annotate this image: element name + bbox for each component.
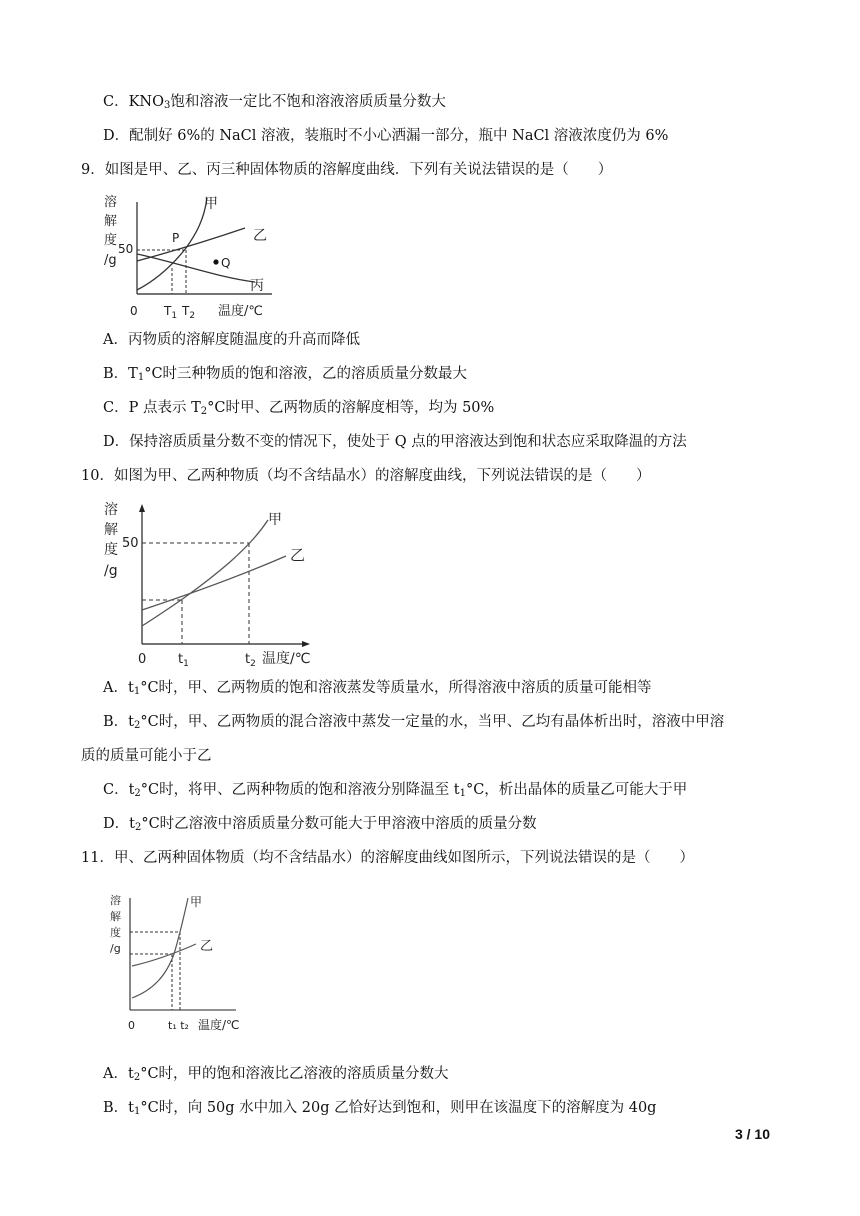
q9-y-tick-50: 50 bbox=[118, 242, 134, 256]
q11-x-ticks: t₁ t₂ bbox=[168, 1019, 189, 1032]
q9-label-yi: 乙 bbox=[253, 228, 267, 244]
q9-label-p: P bbox=[172, 231, 180, 245]
q9-option-b: B．$T_1^\circ C$时三种物质的饱和溶液，乙的溶质质量分数最大 bbox=[103, 366, 468, 383]
q10-origin: 0 bbox=[138, 652, 147, 667]
q10-option-c: C．$t_2^\circ C$时，将甲、乙两种物质的饱和溶液分别降温至 $t_1^\circ C$，析出晶体的质量乙可能大于甲 bbox=[103, 782, 688, 799]
q10-stem: 10．如图为甲、乙两种物质（均不含结晶水）的溶解度曲线，下列说法错误的是（ ） bbox=[81, 468, 651, 484]
q9-y-label-3: 度 bbox=[104, 233, 118, 248]
q10-y-tick-50: 50 bbox=[122, 536, 139, 551]
q10-option-b: B．$t_2^\circ C$时，甲、乙两物质的混合溶液中蒸发一定量的水，当甲、乙均有晶体析出时，溶液中甲溶 bbox=[103, 714, 725, 731]
q8-option-c: C．$KNO_3$饱和溶液一定比不饱和溶液溶质质量分数大 bbox=[103, 94, 446, 111]
q11-stem: 11．甲、乙两种固体物质（均不含结晶水）的溶解度曲线如图所示，下列说法错误的是（ ） bbox=[81, 850, 694, 866]
q9-x-label: 温度/℃ bbox=[218, 304, 263, 319]
q11-curve-yi bbox=[132, 944, 196, 966]
q10-option-b-continued: 质的质量可能小于乙 bbox=[81, 748, 212, 764]
q9-label-q: Q bbox=[221, 256, 231, 270]
q10-label-yi: 乙 bbox=[290, 546, 306, 564]
q9-option-a: A．丙物质的溶解度随温度的升高而降低 bbox=[103, 332, 360, 348]
q10-label-jia: 甲 bbox=[268, 512, 282, 528]
q11-option-b: B．$t_1^\circ C$时，向 50g 水中加入 20g 乙恰好达到饱和，则甲在该温度下的溶解度为 40g bbox=[103, 1100, 657, 1117]
q10-option-d: D．$t_2^\circ C$时乙溶液中溶质质量分数可能大于甲溶液中溶质的质量分数 bbox=[103, 816, 537, 833]
q9-label-jia: 甲 bbox=[204, 196, 218, 212]
q11-solubility-graph bbox=[108, 890, 248, 1036]
q11-label-jia: 甲 bbox=[190, 895, 203, 909]
q9-option-c: C．P 点表示 $T_2^\circ C$时甲、乙两物质的溶解度相等，均为 50% bbox=[103, 400, 495, 417]
q11-option-a: A．$t_2^\circ C$时，甲的饱和溶液比乙溶液的溶质质量分数大 bbox=[103, 1066, 449, 1083]
q11-y-label-2: 解 bbox=[110, 910, 121, 923]
q9-tick-t2: $T_2$ bbox=[182, 304, 196, 320]
q9-y-label-1: 溶 bbox=[104, 195, 118, 210]
q9-tick-t1: $T_1$ bbox=[164, 304, 178, 320]
q11-origin: 0 bbox=[128, 1019, 135, 1032]
q10-y-label-1: 溶 bbox=[104, 502, 118, 518]
q10-curve-yi bbox=[142, 556, 286, 610]
q11-label-yi: 乙 bbox=[200, 939, 214, 954]
q10-x-label: 温度/℃ bbox=[262, 651, 311, 667]
q10-y-label-4: /g bbox=[104, 563, 118, 579]
q10-tick-t2: $t_2$ bbox=[245, 652, 256, 669]
page-number: 3 / 10 bbox=[734, 1126, 770, 1142]
q11-y-label-4: /g bbox=[110, 942, 121, 955]
q9-point-q bbox=[213, 259, 218, 264]
q9-option-d: D．保持溶质质量分数不变的情况下，使处于 Q 点的甲溶液达到饱和状态应采取降温的方法 bbox=[103, 434, 687, 450]
q9-origin: 0 bbox=[130, 304, 138, 318]
q9-stem: 9．如图是甲、乙、丙三种固体物质的溶解度曲线．下列有关说法错误的是（ ） bbox=[81, 162, 613, 178]
q9-y-label-4: /g bbox=[104, 253, 117, 268]
q10-option-a: A．$t_1^\circ C$时，甲、乙两物质的饱和溶液蒸发等质量水，所得溶液中溶质的质量可能相等 bbox=[103, 680, 652, 697]
q10-y-label-2: 解 bbox=[104, 522, 118, 538]
q9-y-label-2: 解 bbox=[104, 214, 118, 229]
q9-label-bing: 丙 bbox=[250, 278, 264, 294]
q11-x-label: 温度/℃ bbox=[198, 1018, 240, 1032]
q9-curve-bing bbox=[137, 254, 255, 282]
q10-solubility-graph bbox=[100, 496, 330, 672]
q8-option-d: D．配制好 6%的 NaCl 溶液，装瓶时不小心洒漏一部分，瓶中 NaCl 溶液浓度仍为 6% bbox=[103, 128, 669, 144]
q9-solubility-graph bbox=[100, 190, 280, 320]
q11-y-label-1: 溶 bbox=[110, 894, 121, 907]
q10-tick-t1: $t_1$ bbox=[178, 652, 189, 669]
q11-y-label-3: 度 bbox=[110, 926, 121, 939]
q10-y-label-3: 度 bbox=[104, 542, 118, 558]
